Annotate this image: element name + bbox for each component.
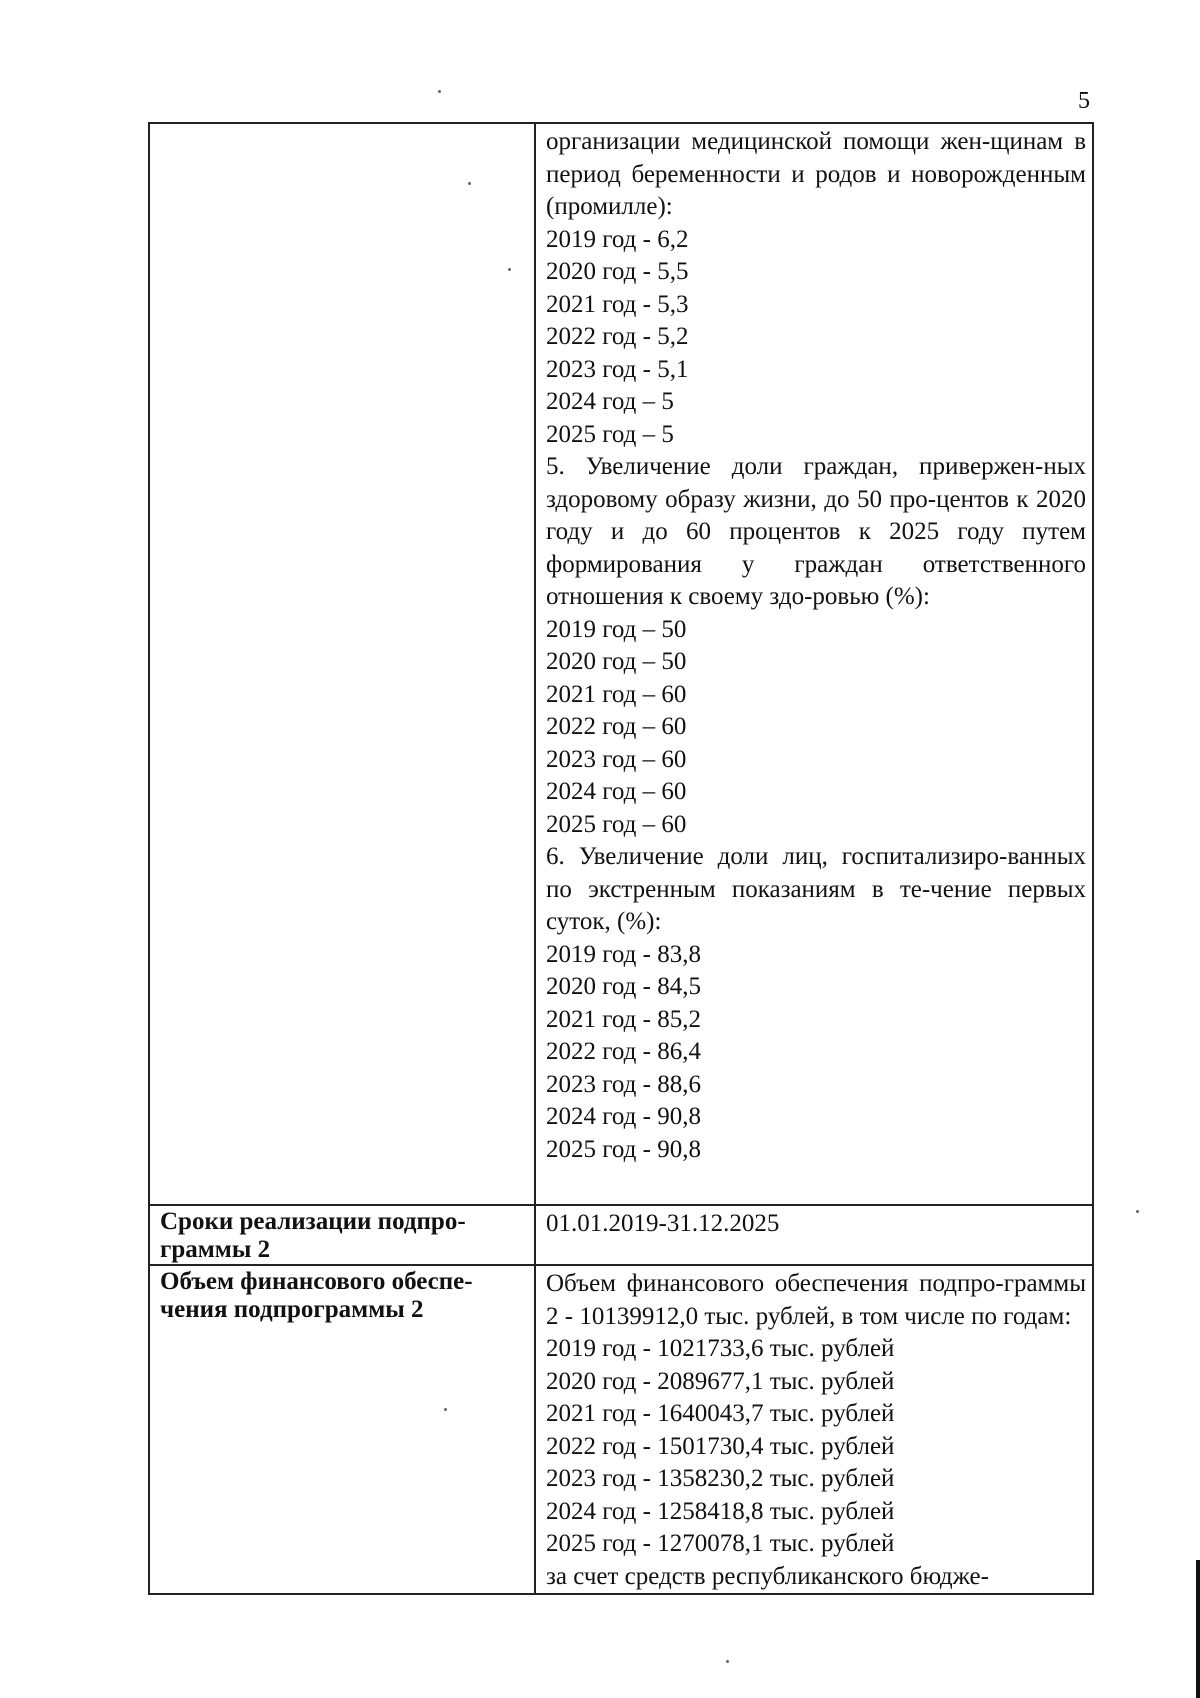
value-line: 2025 год - 90,8 <box>546 1135 701 1163</box>
row-value-cell <box>535 123 1093 1205</box>
paragraph: за счет средств республиканского бюдже- <box>546 1562 989 1590</box>
paragraph: Объем финансового обеспечения подпро-граммы 2 - 10139912,0 тыс. рублей, в том числе по годам: <box>546 1270 1086 1330</box>
value-line: 2022 год – 60 <box>546 713 687 740</box>
page-number: 5 <box>1078 88 1090 114</box>
value-line: 2022 год - 86,4 <box>546 1038 701 1065</box>
table-row <box>149 1205 1093 1265</box>
paragraph: 5. Увеличение доли граждан, привержен-ных здоровому образу жизни, до 50 про-центов к 2020 году и до 60 процентов к 2025 году путем формирования у граждан ответственного отношения к своему здо-ровью (%): <box>546 453 1086 610</box>
value-line: 2020 год - 5,5 <box>546 258 689 285</box>
paragraph: организации медицинской помощи жен-щинам в период беременности и родов и новорожденным (промилле): <box>546 128 1086 220</box>
value-line: 2021 год - 1640043,7 тыс. рублей <box>546 1400 895 1427</box>
value-line: 2019 год - 6,2 <box>546 225 689 253</box>
value-line: 2020 год - 84,5 <box>546 973 701 1000</box>
scan-edge-mark <box>1196 1560 1200 1698</box>
row-label-cell: Объем финансового обеспе-чения подпрограммы 2 <box>149 1265 535 1594</box>
value-line: 2025 год – 5 <box>546 420 674 448</box>
value-line: 2025 год - 1270078,1 тыс. рублей <box>546 1530 895 1557</box>
value-line: 2022 год - 5,2 <box>546 323 689 350</box>
value-line: 2024 год - 1258418,8 тыс. рублей <box>546 1497 895 1525</box>
row-label-cell: Сроки реализации подпро-граммы 2 <box>149 1205 535 1265</box>
value-line: 01.01.2019-31.12.2025 <box>546 1210 780 1237</box>
scan-speck <box>444 1408 447 1411</box>
value-line: 2023 год - 5,1 <box>546 355 689 383</box>
value-line: 2019 год – 50 <box>546 615 687 643</box>
row-label-cell <box>149 123 535 1205</box>
paragraph: 6. Увеличение доли лиц, госпитализиро-ванных по экстренным показаниям в те-чение первых суток, (%): <box>546 843 1086 935</box>
value-line: 2020 год - 2089677,1 тыс. рублей <box>546 1367 895 1395</box>
scan-speck <box>726 1660 729 1663</box>
scan-speck <box>1136 1210 1139 1213</box>
value-line: 2025 год – 60 <box>546 810 687 838</box>
scan-speck <box>508 268 511 271</box>
value-line: 2019 год - 1021733,6 тыс. рублей <box>546 1335 895 1362</box>
row-value-cell <box>535 1265 1093 1594</box>
value-line: 2023 год - 88,6 <box>546 1070 701 1098</box>
value-line: 2019 год - 83,8 <box>546 940 701 968</box>
value-line: 2024 год - 90,8 <box>546 1103 701 1130</box>
scan-speck <box>438 90 441 93</box>
value-line: 2020 год – 50 <box>546 648 687 675</box>
row-value-cell <box>535 1205 1093 1265</box>
value-line: 2021 год – 60 <box>546 680 687 708</box>
table-row <box>149 123 1093 1205</box>
value-line: 2024 год – 5 <box>546 388 674 415</box>
passport-table <box>148 122 1094 1595</box>
value-line: 2024 год – 60 <box>546 778 687 805</box>
value-line: 2023 год - 1358230,2 тыс. рублей <box>546 1465 895 1492</box>
table-row <box>149 1265 1093 1594</box>
value-line: 2021 год - 5,3 <box>546 290 689 318</box>
value-line: 2021 год - 85,2 <box>546 1005 701 1033</box>
scan-speck <box>468 182 471 185</box>
value-line: 2023 год – 60 <box>546 745 687 773</box>
value-line: 2022 год - 1501730,4 тыс. рублей <box>546 1432 895 1460</box>
